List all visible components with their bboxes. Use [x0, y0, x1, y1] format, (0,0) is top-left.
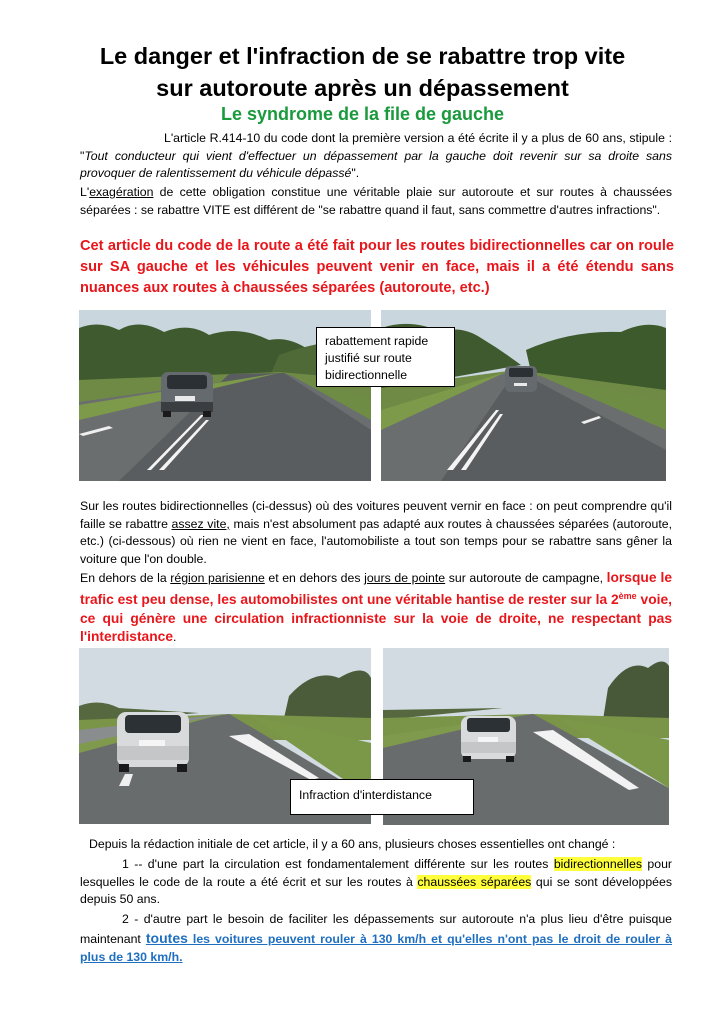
p7-blue-text: les voitures peuvent rouler à 130 km/h et qu'elles n'ont pas le droit de rouler à plus de 130 km/h.	[80, 931, 673, 964]
p4-underlined-region: région parisienne	[170, 571, 265, 585]
title-line-1: Le danger et l'infraction de se rabattre trop vite	[99, 43, 626, 69]
p6-highlight-separated: chaussées séparées	[417, 874, 532, 889]
p6-text-c: qui se sont développées depuis 50 ans.	[80, 874, 672, 907]
p4-text-c: sur autoroute de campagne,	[445, 571, 607, 585]
title-line-2: sur autoroute après un dépassement	[156, 75, 569, 101]
p1-end: ".	[351, 166, 360, 181]
p3-text-b: mais n'est absolument pas adapté aux routes à chaussées séparées (autoroute, etc.) (ci-dessous) où rien ne vient en face, l'automobiliste a tout son temps pour se rabattre sans gêner la voiture que l'on double.	[80, 516, 673, 566]
p4-underlined-days: jours de pointe	[364, 571, 446, 585]
paragraph-point-1	[80, 856, 672, 909]
callout-interdistance: Infraction d'interdistance	[290, 779, 474, 815]
subtitle: Le syndrome de la file de gauche	[220, 104, 505, 124]
p2-underlined: exagération	[89, 185, 154, 199]
paragraph-article-quote	[80, 130, 672, 183]
p7-text-a: 2 - d'autre part le besoin de faciliter les dépassements sur autoroute n'a plus lieu d'être puisque maintenant	[80, 912, 672, 946]
p2-prefix: L'	[80, 185, 90, 199]
red-warning-paragraph: Cet article du code de la route a été fait pour les routes bidirectionnelles car on roule sur SA gauche et les véhicules peuvent venir en face, mais il a été étendu sans nuances aux routes à chaussées séparées (autoroute, etc.)	[80, 238, 674, 296]
p2-text: de cette obligation constitue une véritable plaie sur autoroute et sur routes à chaussées séparées : se rabattre VITE est différent de "se rabattre quand il faut, sans commettre d'autres infractions".	[80, 185, 672, 217]
paragraph-point-2	[80, 910, 672, 967]
p4-end: .	[173, 629, 177, 644]
p3-text-a: Sur les routes bidirectionnelles (ci-dessus) où des voitures peuvent vernir en face : on peut comprendre qu'il faille se rabattre	[80, 499, 672, 531]
p1-text: L'article R.414-10 du code dont la première version a été écrite il y a plus de 60 ans, stipule : "	[80, 131, 672, 163]
p4-sup: ème	[618, 591, 637, 602]
paragraph-exageration	[80, 184, 672, 219]
p4-text-b: et en dehors des	[264, 571, 365, 585]
p1-quote: Tout conducteur qui vient d'effectuer un dépassement par la gauche doit revenir sur sa droite sans provoquer de ralentissement du véhicule dépassé	[80, 148, 672, 181]
paragraph-changes-intro: Depuis la rédaction initiale de cet article, il y a 60 ans, plusieurs choses essentielles ont changé :	[89, 837, 616, 851]
p3-underlined: assez vite,	[171, 516, 230, 531]
p6-text-a: 1 -- d'une part la circulation est fondamentalement différente sur les routes	[122, 857, 554, 871]
paragraph-paris-region	[80, 569, 672, 646]
paragraph-bidirectional-roads	[80, 498, 672, 568]
p4-red-a: lorsque le trafic est peu dense, les automobilistes ont une véritable hantise de rester sur la 2	[80, 570, 673, 608]
p4-text-a: En dehors de la	[80, 571, 171, 585]
p6-text-b: pour lesquelles le code de la route a été écrit et sur les routes à	[80, 857, 673, 889]
p6-highlight-bidirectional: bidirectionnelles	[553, 857, 642, 871]
p4-red-b: voie, ce qui génère une circulation infractionniste sur la voie de droite, ne respectant pas l'interdistance	[80, 592, 672, 644]
page-title	[0, 40, 725, 104]
p7-big-toutes: toutes	[145, 929, 188, 946]
callout-rapid-merge: rabattement rapide justifié sur route bidirectionnelle	[316, 327, 455, 387]
